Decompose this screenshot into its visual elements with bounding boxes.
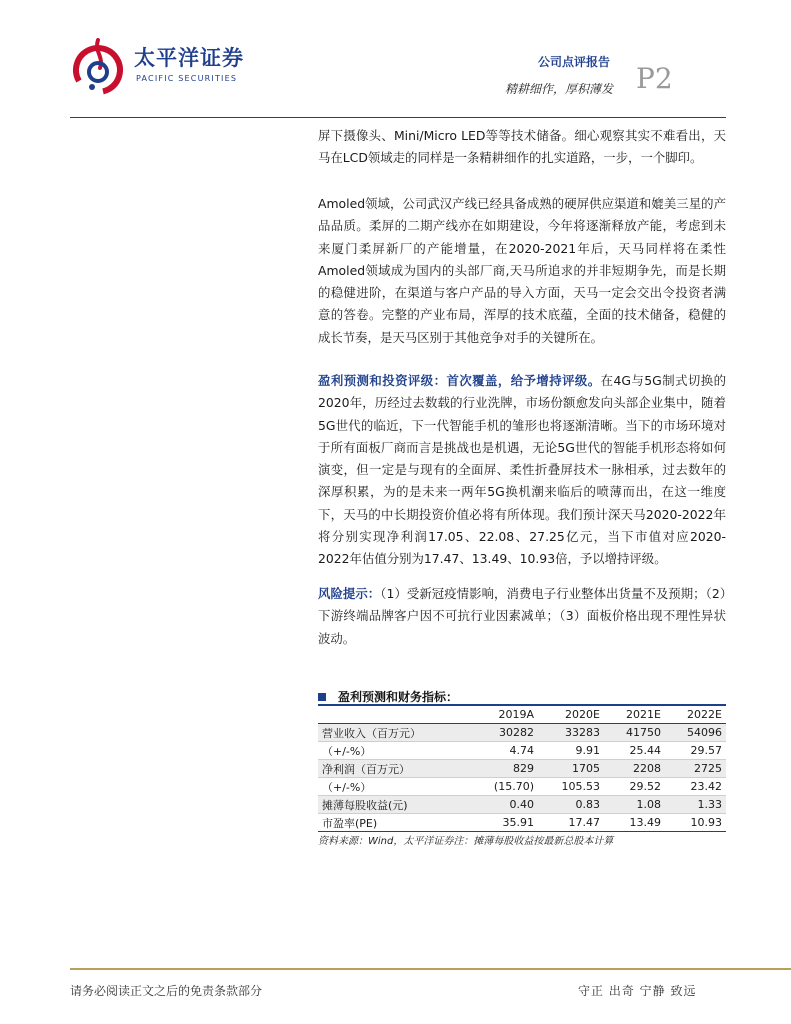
table-header-cell: 2019A [470, 706, 538, 724]
table-cell: 105.53 [538, 778, 604, 796]
financial-table [318, 706, 726, 832]
table-cell: 2208 [604, 760, 665, 778]
paragraph-amoled: Amoled领域，公司武汉产线已经具备成熟的硬屏供应渠道和媲美三星的产品品质。柔屏的二期产线亦在如期建设，今年将逐渐释放产能，考虑到未来厦门柔屏新厂的产能增量，在2020-2021年后，天马同样将在柔性Amoled领域成为国内的头部厂商,天马所追求的并非短期争先，而是长期的稳健进阶，在渠道与客户产品的导入方面，天马一定会交出令投资者满意的答卷。完整的产业布局，浑厚的技术底蕴，全面的技术储备，稳健的成长节奏，是天马区别于其他竞争对手的关键所在。 [318, 196, 726, 345]
table-row [318, 778, 726, 796]
table-row [318, 814, 726, 832]
risk-text: （1）受新冠疫情影响，消费电子行业整体出货量不及预期；（2）下游终端品牌客户因不可抗行业因素减单；（3）面板价格出现不理性异状波动。 [318, 586, 727, 646]
brand-name-cn: 太平洋证券 [134, 46, 244, 70]
table-cell: 营业收入（百万元） [318, 724, 470, 742]
table-cell: 10.93 [665, 814, 726, 832]
table-source-note: 资料来源：Wind，太平洋证券注：摊薄每股收益按最新总股本计算 [318, 836, 614, 847]
risk-heading: 风险提示： [318, 586, 381, 601]
paragraph-lcd: 屏下摄像头、Mini/Micro LED等等技术储备。细心观察其实不难看出，天马在LCD领域走的同样是一条精耕细作的扎实道路，一步，一个脚印。 [318, 128, 726, 166]
table-cell: 17.47 [538, 814, 604, 832]
table-header-cell: 2020E [538, 706, 604, 724]
table-cell: 35.91 [470, 814, 538, 832]
header-slogan: 精耕细作，厚积薄发 [505, 82, 614, 96]
footer-motto: 守正 出奇 宁静 致远 [578, 984, 697, 998]
forecast-heading: 盈利预测和投资评级：首次覆盖，给予增持评级。 [318, 373, 601, 388]
table-cell: 净利润（百万元） [318, 760, 470, 778]
table-cell: 829 [470, 760, 538, 778]
table-cell: 1705 [538, 760, 604, 778]
table-cell: (15.70) [470, 778, 538, 796]
table-cell: 0.83 [538, 796, 604, 814]
table-cell: 33283 [538, 724, 604, 742]
table-cell: 0.40 [470, 796, 538, 814]
table-cell: 9.91 [538, 742, 604, 760]
footer-divider [70, 968, 791, 970]
table-header-cell [318, 706, 470, 724]
company-logo [70, 38, 250, 98]
table-cell: 摊薄每股收益(元) [318, 796, 470, 814]
page-number: P2 [636, 62, 673, 95]
table-cell: 市盈率(PE) [318, 814, 470, 832]
table-cell: 2725 [665, 760, 726, 778]
table-title [318, 688, 458, 705]
footer-disclaimer: 请务必阅读正文之后的免责条款部分 [70, 984, 263, 998]
table-cell: 1.33 [665, 796, 726, 814]
table-cell: 23.42 [665, 778, 726, 796]
table-row [318, 742, 726, 760]
paragraph-risk [318, 583, 726, 650]
table-header-row [318, 706, 726, 724]
forecast-text: 在4G与5G制式切换的2020年，历经过去数载的行业洗牌，市场份额愈发向头部企业集中，随着5G世代的临近，下一代智能手机的雏形也将逐渐清晰。当下的市场环境对于所有面板厂商而言是挑战也是机遇，无论5G世代的智能手机形态将如何演变，但一定是与现有的全面屏、柔性折叠屏技术一脉相承，过去数年的深厚积累，为的是未来一两年5G换机潮来临后的喷薄而出，在这一维度下，天马的中长期投资价值必将有所体现。我们预计深天马2020-2022年将分别实现净利润17.05、22.08、27.25亿元，当下市值对应2020-2022年估值分别为17.47、13.49、10.93倍，予以增持评级。 [318, 373, 726, 567]
table-row [318, 724, 726, 742]
table-cell: 29.57 [665, 742, 726, 760]
table-header-cell: 2022E [665, 706, 726, 724]
table-cell: （+/-%） [318, 742, 470, 760]
table-cell: 13.49 [604, 814, 665, 832]
table-cell: 1.08 [604, 796, 665, 814]
report-type-label: 公司点评报告 [538, 55, 611, 69]
table-row [318, 796, 726, 814]
square-bullet-icon [318, 693, 326, 701]
header-divider [70, 117, 726, 118]
paragraph-forecast [318, 370, 726, 571]
table-cell: 41750 [604, 724, 665, 742]
table-cell: 29.52 [604, 778, 665, 796]
table-row [318, 760, 726, 778]
table-cell: 54096 [665, 724, 726, 742]
brand-name-en: PACIFIC SECURITIES [136, 74, 238, 83]
table-title-text: 盈利预测和财务指标： [338, 690, 459, 704]
table-cell: 4.74 [470, 742, 538, 760]
table-cell: （+/-%） [318, 778, 470, 796]
table-cell: 30282 [470, 724, 538, 742]
table-cell: 25.44 [604, 742, 665, 760]
table-header-cell: 2021E [604, 706, 665, 724]
logo-mark-icon [70, 38, 126, 98]
